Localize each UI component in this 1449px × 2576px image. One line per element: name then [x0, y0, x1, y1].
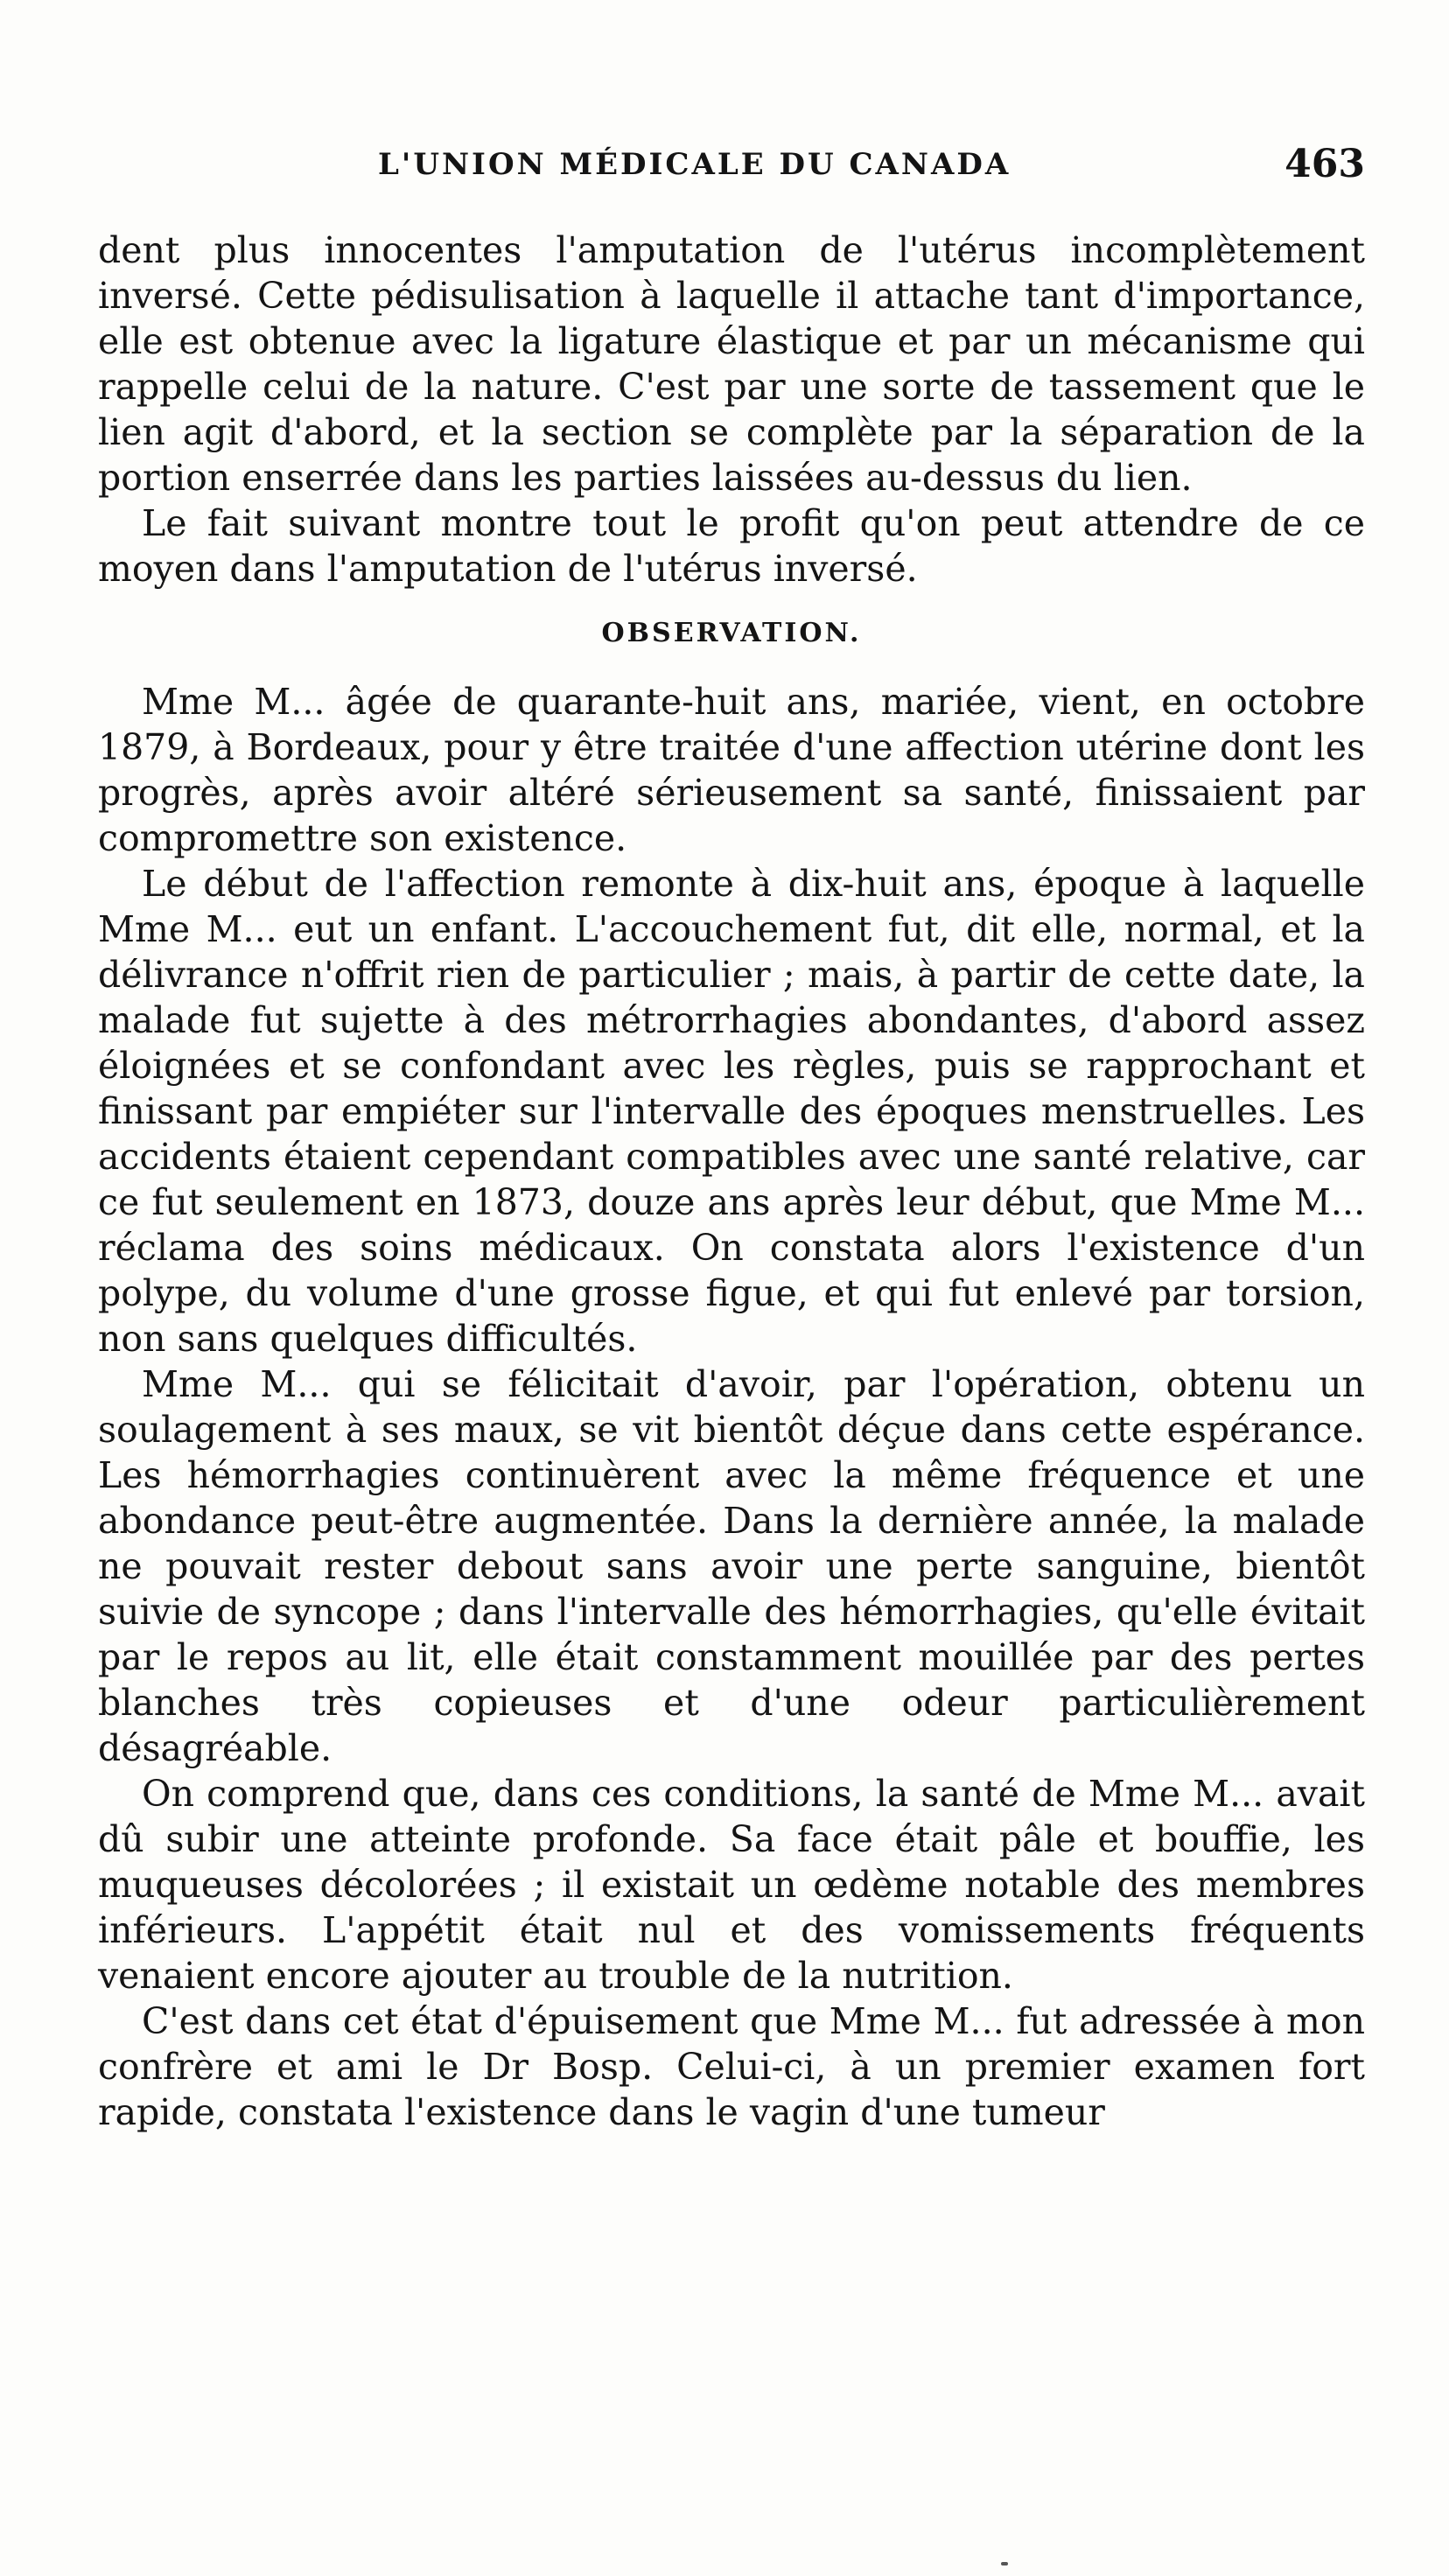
print-speck [1001, 2562, 1008, 2566]
paragraph-5: Mme M... qui se félicitait d'avoir, par l'opération, obtenu un soulagement à ses maux, se vit bientôt déçue dans cette espérance. Les hémorrhagies continuèrent avec la même fréquence et une abondance peut-être augmentée. Dans la dernière année, la malade ne pouvait rester debout sans avoir une perte sanguine, bientôt suivie de syncope ; dans l'intervalle des hémorrhagies, qu'elle évitait par le repos au lit, elle était constamment mouillée par des pertes blanches très copieuses et d'une odeur particulièrement désagréable. [98, 1363, 1365, 1769]
body-text [98, 228, 1365, 2135]
page-header [98, 142, 1365, 192]
section-heading: OBSERVATION. [601, 618, 862, 648]
paragraph-4: Le début de l'affection remonte à dix-huit ans, époque à laquelle Mme M... eut un enfant. L'accouchement fut, dit elle, normal, et la délivrance n'offrit rien de particulier ; mais, à partir de cette date, la malade fut sujette à des métrorrhagies abondantes, d'abord assez éloignées et se confondant avec les règles, puis se rapprochant et finissant par empiéter sur l'intervalle des époques menstruelles. Les accidents étaient cependant compatibles avec une santé relative, car ce fut seulement en 1873, douze ans après leur début, que Mme M... réclama des soins médicaux. On constata alors l'existence d'un polype, du volume d'une grosse figue, et qui fut enlevé par torsion, non sans quelques difficultés. [98, 863, 1365, 1360]
page-number: 463 [1284, 142, 1365, 186]
paragraph-1: dent plus innocentes l'amputation de l'utérus incomplètement inversé. Cette pédisulisation à laquelle il attache tant d'importance, elle est obtenue avec la ligature élastique et par un mécanisme qui rappelle celui de la nature. C'est par une sorte de tassement que le lien agit d'abord, et la section se complète par la séparation de la portion enserrée dans les parties laissées au-dessus du lien. [98, 229, 1365, 499]
paragraph-3: Mme M... âgée de quarante-huit ans, mariée, vient, en octobre 1879, à Bordeaux, pour y être traitée d'une affection utérine dont les progrès, après avoir altéré sérieusement sa santé, finissaient par compromettre son existence. [98, 681, 1365, 859]
paragraph-6: On comprend que, dans ces conditions, la santé de Mme M... avait dû subir une atteinte profonde. Sa face était pâle et bouffie, les muqueuses décolorées ; il existait un œdème notable des membres inférieurs. L'appétit était nul et des vomissements fréquents venaient encore ajouter au trouble de la nutrition. [98, 1773, 1365, 1997]
paragraph-7: C'est dans cet état d'épuisement que Mme M... fut adressée à mon confrère et ami le Dr Bosp. Celui-ci, à un premier examen fort rapide, constata l'existence dans le vagin d'une tumeur [98, 2000, 1365, 2133]
running-title: L'UNION MÉDICALE DU CANADA [378, 147, 1012, 182]
paragraph-2: Le fait suivant montre tout le profit qu'on peut attendre de ce moyen dans l'amputation de l'utérus inversé. [98, 502, 1365, 590]
